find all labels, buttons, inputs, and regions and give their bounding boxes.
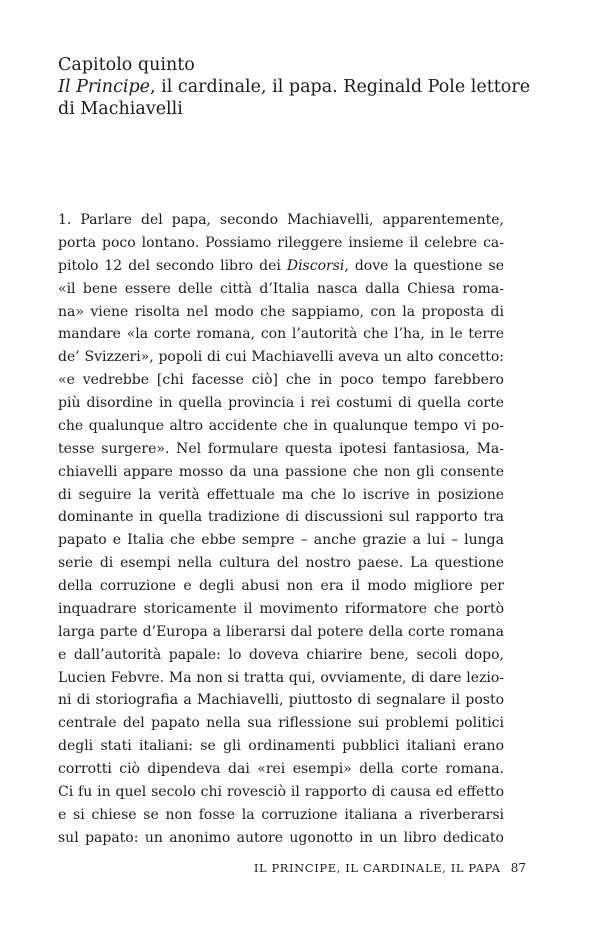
text-run: chiavelli appare mosso da una passione che non gli consente [58, 463, 504, 480]
italic-title: Discorsi [286, 257, 345, 274]
text-line [58, 804, 504, 827]
text-line [58, 598, 504, 621]
text-line [58, 735, 504, 758]
chapter-title-italic: Il Principe [58, 77, 151, 97]
text-run: , dove la questione se [344, 257, 504, 274]
text-run: ni di storiografia a Machiavelli, piuttosto di segnalare il posto [58, 692, 504, 709]
chapter-label: Capitolo quinto [58, 55, 195, 75]
text-run: «il bene essere delle città d’Italia nasca dalla Chiesa roma- [58, 280, 504, 297]
text-line [58, 712, 504, 735]
text-line [58, 209, 504, 232]
text-run: 1. Parlare del papa, secondo Machiavelli, apparentemente, [58, 212, 504, 228]
text-run: e si chiese se non fosse la corruzione italiana a riverberarsi [58, 806, 504, 823]
text-line [58, 758, 504, 781]
text-line [58, 415, 504, 438]
chapter-title-rest: , il cardinale, il papa. Reginald Pole lettore [150, 77, 531, 97]
text-line [58, 667, 504, 690]
text-run: de’ Svizzeri», popoli di cui Machiavelli aveva un alto concetto: [58, 349, 504, 366]
text-line [58, 346, 504, 369]
text-run: Lucien Febvre. Ma non si tratta qui, ovviamente, di dare lezio- [58, 669, 504, 686]
text-run: serie di esempi nella cultura del nostro paese. La questione [58, 555, 504, 572]
text-line [58, 506, 504, 529]
text-run: dominante in quella tradizione di discussioni sul rapporto tra [58, 509, 504, 526]
text-run: inquadrare storicamente il movimento riformatore che portò [58, 600, 504, 617]
text-line [58, 255, 504, 278]
text-run: di seguire la verità effettuale ma che lo iscrive in posizione [58, 486, 504, 503]
text-run: più disordine in quella provincia i rei costumi di quella corte [58, 395, 504, 411]
text-run: centrale del papato nella sua riflessione sui problemi politici [58, 715, 504, 732]
text-line [58, 278, 504, 301]
text-run: porta poco lontano. Possiamo rileggere insieme il celebre ca- [58, 234, 504, 251]
text-line [58, 232, 504, 255]
text-line [58, 323, 504, 346]
text-run: sul papato: un anonimo autore ugonotto in un libro dedicato [58, 829, 504, 846]
body-paragraph [58, 209, 504, 850]
text-run: pitolo 12 del secondo libro dei [58, 257, 287, 274]
text-run: che qualunque altro accidente che in qualunque tempo vi po- [58, 417, 504, 434]
chapter-title-line2: di Machiavelli [58, 99, 183, 119]
chapter-heading [58, 54, 531, 120]
text-line [58, 461, 504, 484]
text-line [58, 621, 504, 644]
text-line [58, 301, 504, 324]
text-run: tesse surgere». Nel formulare questa ipotesi fantasiosa, Ma- [58, 440, 504, 457]
text-line [58, 575, 504, 598]
page-number: 87 [510, 861, 526, 875]
text-run: larga parte d’Europa a liberarsi dal potere della corte romana [58, 623, 504, 640]
running-head: IL PRINCIPE, IL CARDINALE, IL PAPA [253, 861, 501, 875]
text-run: degli stati italiani: se gli ordinamenti pubblici italiani erano [58, 738, 504, 755]
text-line [58, 644, 504, 667]
text-line [58, 781, 504, 804]
chapter-title [58, 76, 531, 98]
text-run: na» viene risolta nel modo che sappiamo, con la proposta di [58, 303, 504, 320]
text-run: «e vedrebbe [chi facesse ciò] che in poco tempo farebbero [58, 372, 504, 389]
text-line [58, 484, 504, 507]
text-run: corrotti ciò dipendeva dai «rei esempi» della corte romana. [58, 761, 504, 777]
text-line [58, 392, 504, 415]
text-run: Ci fu in quel secolo chi rovesciò il rapporto di causa ed effetto [58, 783, 504, 800]
text-run: mandare «la corte romana, con l’autorità che l’ha, in le terre [58, 326, 504, 343]
running-footer [240, 861, 526, 875]
text-run: papato e Italia che ebbe sempre – anche grazie a lui – lunga [58, 532, 504, 549]
text-line [58, 689, 504, 712]
text-line [58, 369, 504, 392]
text-line [58, 438, 504, 461]
text-line [58, 552, 504, 575]
text-run: e dall’autorità papale: lo doveva chiarire bene, secoli dopo, [58, 646, 504, 663]
text-line [58, 827, 504, 850]
text-run: della corruzione e degli abusi non era il modo migliore per [58, 578, 504, 594]
text-line [58, 529, 504, 552]
